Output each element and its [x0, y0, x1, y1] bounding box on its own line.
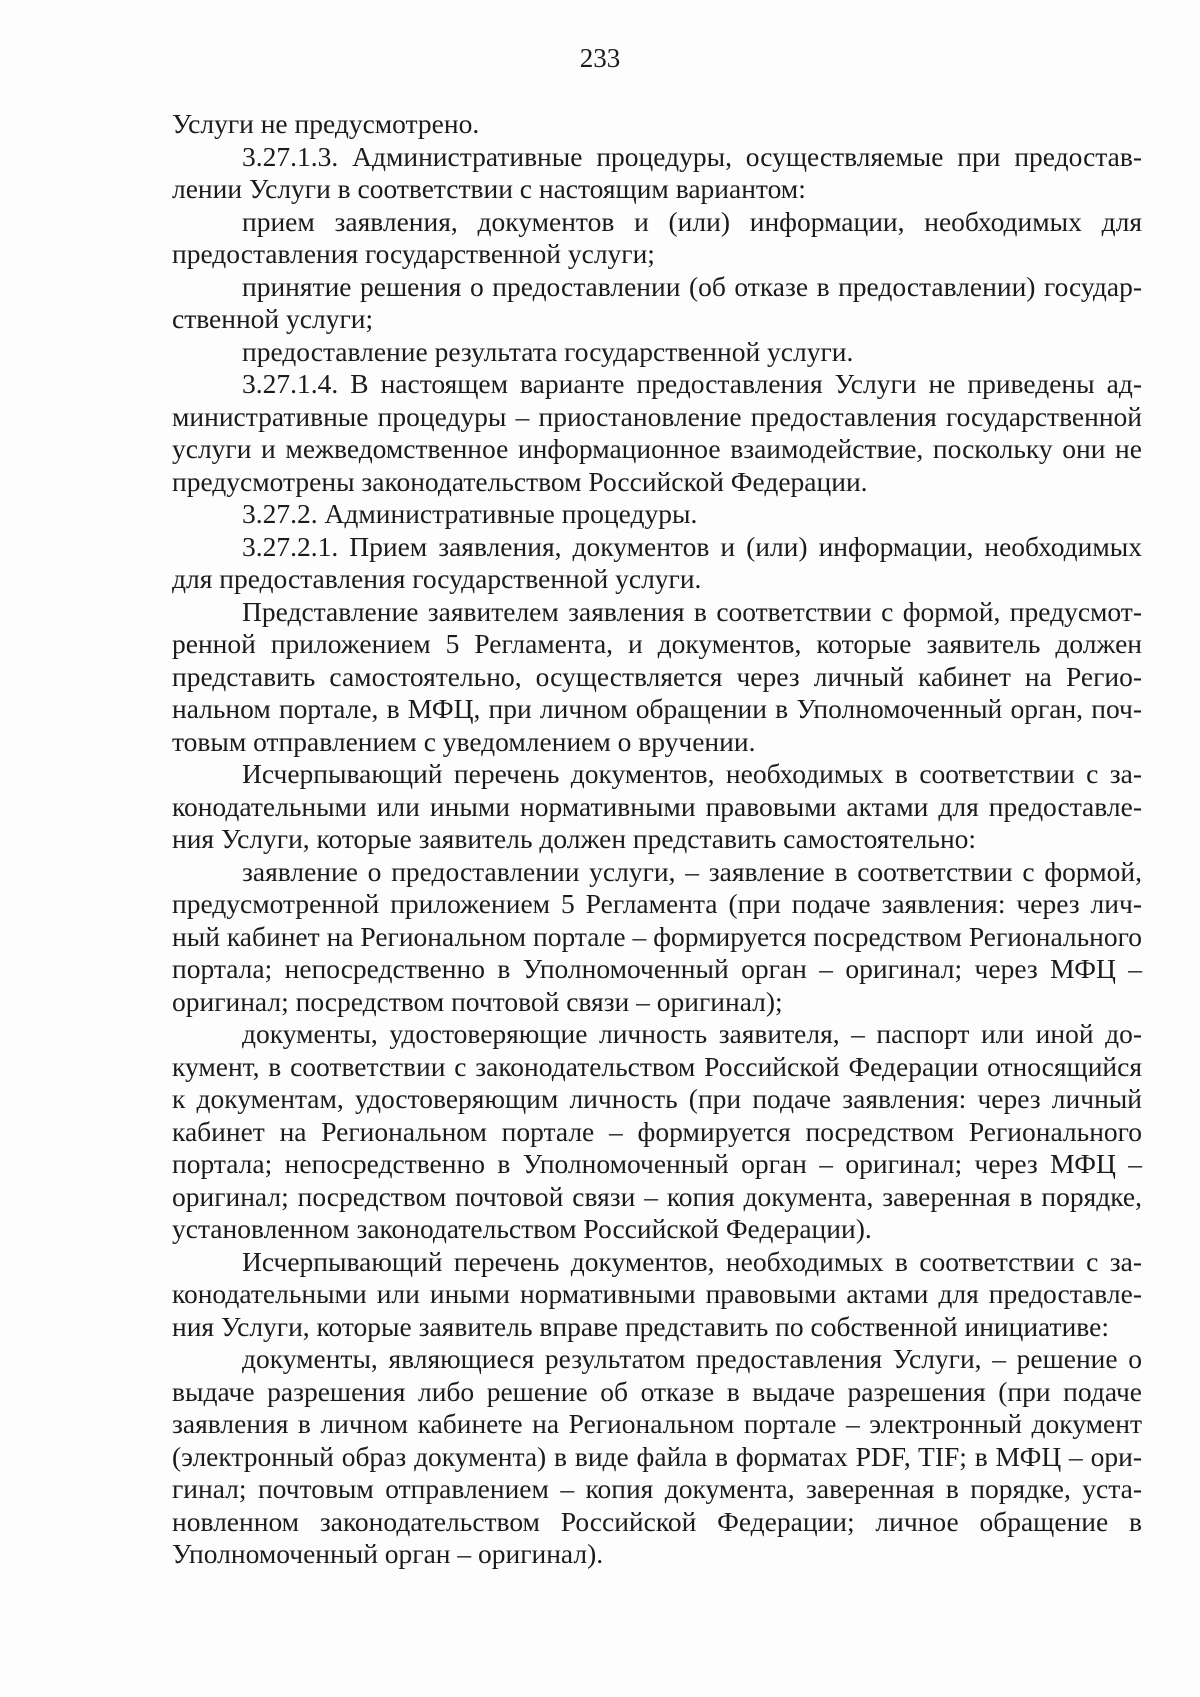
list-item-procedure-3: предоставление результата государственной услуги.: [242, 335, 854, 367]
paragraph-optional-docs-intro: Исчерпывающий перечень документов, необходимых в соответствии с законодательными или иными нормативными правовыми актами для предоставления Услуги, которые заявитель вправе представить по собственной инициативе:: [172, 1245, 1142, 1342]
paragraph-3-27-2-1: 3.27.2.1. Прием заявления, документов и (или) информации, необходимых для предоставления государственной услуги.: [172, 530, 1142, 594]
list-item-result-docs: документы, являющиеся результатом предоставления Услуги, – решение о выдаче разрешения либо решение об отказе в выдаче разрешения (при подаче заявления в личном кабинете на Региональном портале – электронный документ (электронный образ документа) в виде файла в форматах PDF, TIF; в МФЦ – оригинал; почтовым отправлением – копия документа, заверенная в порядке, установленном законодательством Российской Федерации; личное обращение в Уполномоченный орган – оригинал).: [172, 1343, 1142, 1569]
document-body: [172, 108, 1142, 1571]
list-item-application: заявление о предоставлении услуги, – заявление в соответствии с формой, предусмотренной приложением 5 Регламента (при подаче заявления: через личный кабинет на Региональном портале – формируется посредством Регионального портала; непосредственно в Уполномоченный орган – оригинал; через МФЦ – оригинал; посредством почтовой связи – оригинал);: [172, 855, 1142, 1017]
paragraph-3-27-1-3: 3.27.1.3. Административные процедуры, осуществляемые при предоставлении Услуги в соответствии с настоящим вариантом:: [172, 140, 1142, 204]
paragraph-3-27-1-4: 3.27.1.4. В настоящем варианте предоставления Услуги не приведены административные процедуры – приостановление предоставления государственной услуги и межведомственное информационное взаимодействие, поскольку они не предусмотрены законодательством Российской Федерации.: [172, 368, 1142, 497]
list-item-procedure-1: прием заявления, документов и (или) информации, необходимых для предоставления государственной услуги;: [172, 205, 1142, 269]
paragraph-required-docs-intro: Исчерпывающий перечень документов, необходимых в соответствии с законодательными или иными нормативными правовыми актами для предоставления Услуги, которые заявитель должен представить самостоятельно:: [172, 758, 1142, 854]
paragraph-submission: Представление заявителем заявления в соответствии с формой, предусмотренной приложением 5 Регламента, и документов, которые заявитель должен представить самостоятельно, осуществляется через личный кабинет на Региональном портале, в МФЦ, при личном обращении в Уполномоченный орган, почтовым отправлением с уведомлением о вручении.: [172, 595, 1142, 757]
list-item-procedure-2: принятие решения о предоставлении (об отказе в предоставлении) государственной услуги;: [172, 270, 1142, 334]
paragraph-continuation: Услуги не предусмотрено.: [172, 108, 480, 139]
page-number: 233: [579, 43, 621, 73]
paragraph-3-27-2: 3.27.2. Административные процедуры.: [242, 498, 698, 529]
list-item-identity-docs: документы, удостоверяющие личность заявителя, – паспорт или иной документ, в соответствии с законодательством Российской Федерации относящийся к документам, удостоверяющим личность (при подаче заявления: через личный кабинет на Региональном портале – формируется посредством Регионального портала; непосредственно в Уполномоченный орган – оригинал; через МФЦ – оригинал; посредством почтовой связи – копия документа, заверенная в порядке, установленном законодательством Российской Федерации).: [172, 1018, 1142, 1244]
